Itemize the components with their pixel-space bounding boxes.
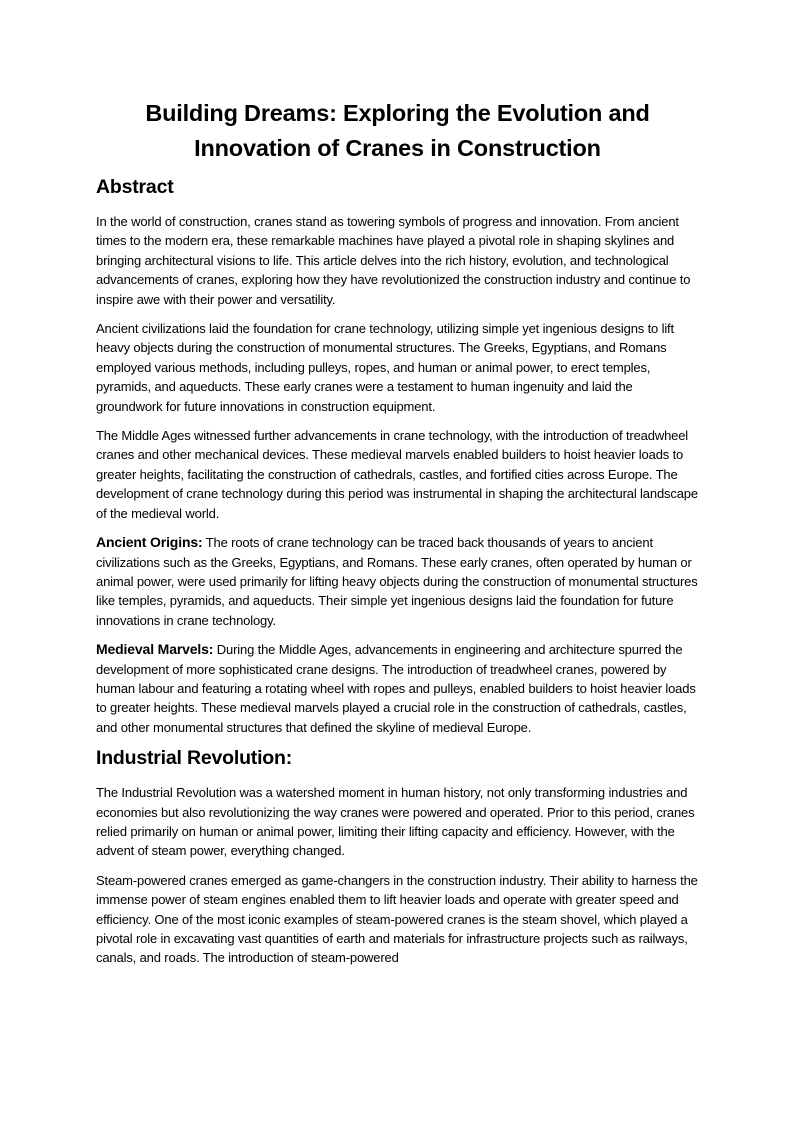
medieval-marvels-paragraph bbox=[96, 640, 699, 737]
abstract-heading: Abstract bbox=[96, 176, 174, 198]
medieval-marvels-lead: Medieval Marvels: bbox=[96, 641, 214, 658]
abstract-paragraph-2: Ancient civilizations laid the foundation for crane technology, utilizing simple yet ingenious designs to lift heavy objects during the construction of monumental structures. The Greeks, Egyptians, and Romans employed various methods, including pulleys, ropes, and human or animal power, to erect temples, pyramids, and aqueducts. These early cranes were a testament to human ingenuity and laid the groundwork for future innovations in construction equipment. bbox=[96, 321, 674, 414]
industrial-paragraph-2: Steam-powered cranes emerged as game-changers in the construction industry. Their ability to harness the immense power of steam engines enabled them to lift heavier loads and operate with greater speed and efficiency. One of the most iconic examples of steam-powered cranes is the steam shovel, which played a pivotal role in excavating vast quantities of earth and materials for infrastructure projects such as railways, canals, and roads. The introduction of steam-powered bbox=[96, 872, 698, 966]
medieval-marvels-text: During the Middle Ages, advancements in engineering and architecture spurred the development of more sophisticated crane designs. The introduction of treadwheel cranes, powered by human labour and featuring a rotating wheel with ropes and pulleys, enabled builders to hoist heavier loads to greater heights. These medieval marvels played a crucial role in the construction of cathedrals, castles, and other monumental structures that defined the skyline of medieval Europe. bbox=[96, 642, 696, 735]
abstract-paragraph-3: The Middle Ages witnessed further advancements in crane technology, with the introduction of treadwheel cranes and other mechanical devices. These medieval marvels enabled builders to hoist heavier loads to greater heights, facilitating the construction of cathedrals, castles, and fortified cities across Europe. The development of crane technology during this period was instrumental in shaping the architectural landscape of the medieval world. bbox=[96, 428, 698, 521]
ancient-origins-paragraph bbox=[96, 533, 699, 630]
document-title bbox=[96, 96, 699, 166]
ancient-origins-text: The roots of crane technology can be traced back thousands of years to ancient civilizations such as the Greeks, Egyptians, and Romans. These early cranes, often operated by human or animal power, were used primarily for lifting heavy objects during the construction of monumental structures like temples, pyramids, and aqueducts. Their simple yet ingenious designs laid the foundation for future innovations in crane technology. bbox=[96, 535, 698, 628]
industrial-revolution-heading: Industrial Revolution: bbox=[96, 747, 293, 770]
title-line-1: Building Dreams: Exploring the Evolution and bbox=[145, 100, 650, 126]
ancient-origins-lead: Ancient Origins: bbox=[96, 534, 203, 551]
abstract-paragraph-1: In the world of construction, cranes stand as towering symbols of progress and innovation. From ancient times to the modern era, these remarkable machines have played a pivotal role in shaping skylines and bringing architectural visions to life. This article delves into the rich history, evolution, and technological advancements of cranes, exploring how they have revolutionized the construction industry and continue to inspire awe with their power and versatility. bbox=[96, 214, 691, 307]
document-page bbox=[96, 96, 699, 968]
industrial-paragraph-1: The Industrial Revolution was a watershed moment in human history, not only transforming industries and economies but also revolutionizing the way cranes were powered and operated. Prior to this period, cranes relied primarily on human or animal power, limiting their lifting capacity and efficiency. However, with the advent of steam power, everything changed. bbox=[96, 785, 695, 859]
title-line-2: Innovation of Cranes in Construction bbox=[194, 135, 601, 161]
